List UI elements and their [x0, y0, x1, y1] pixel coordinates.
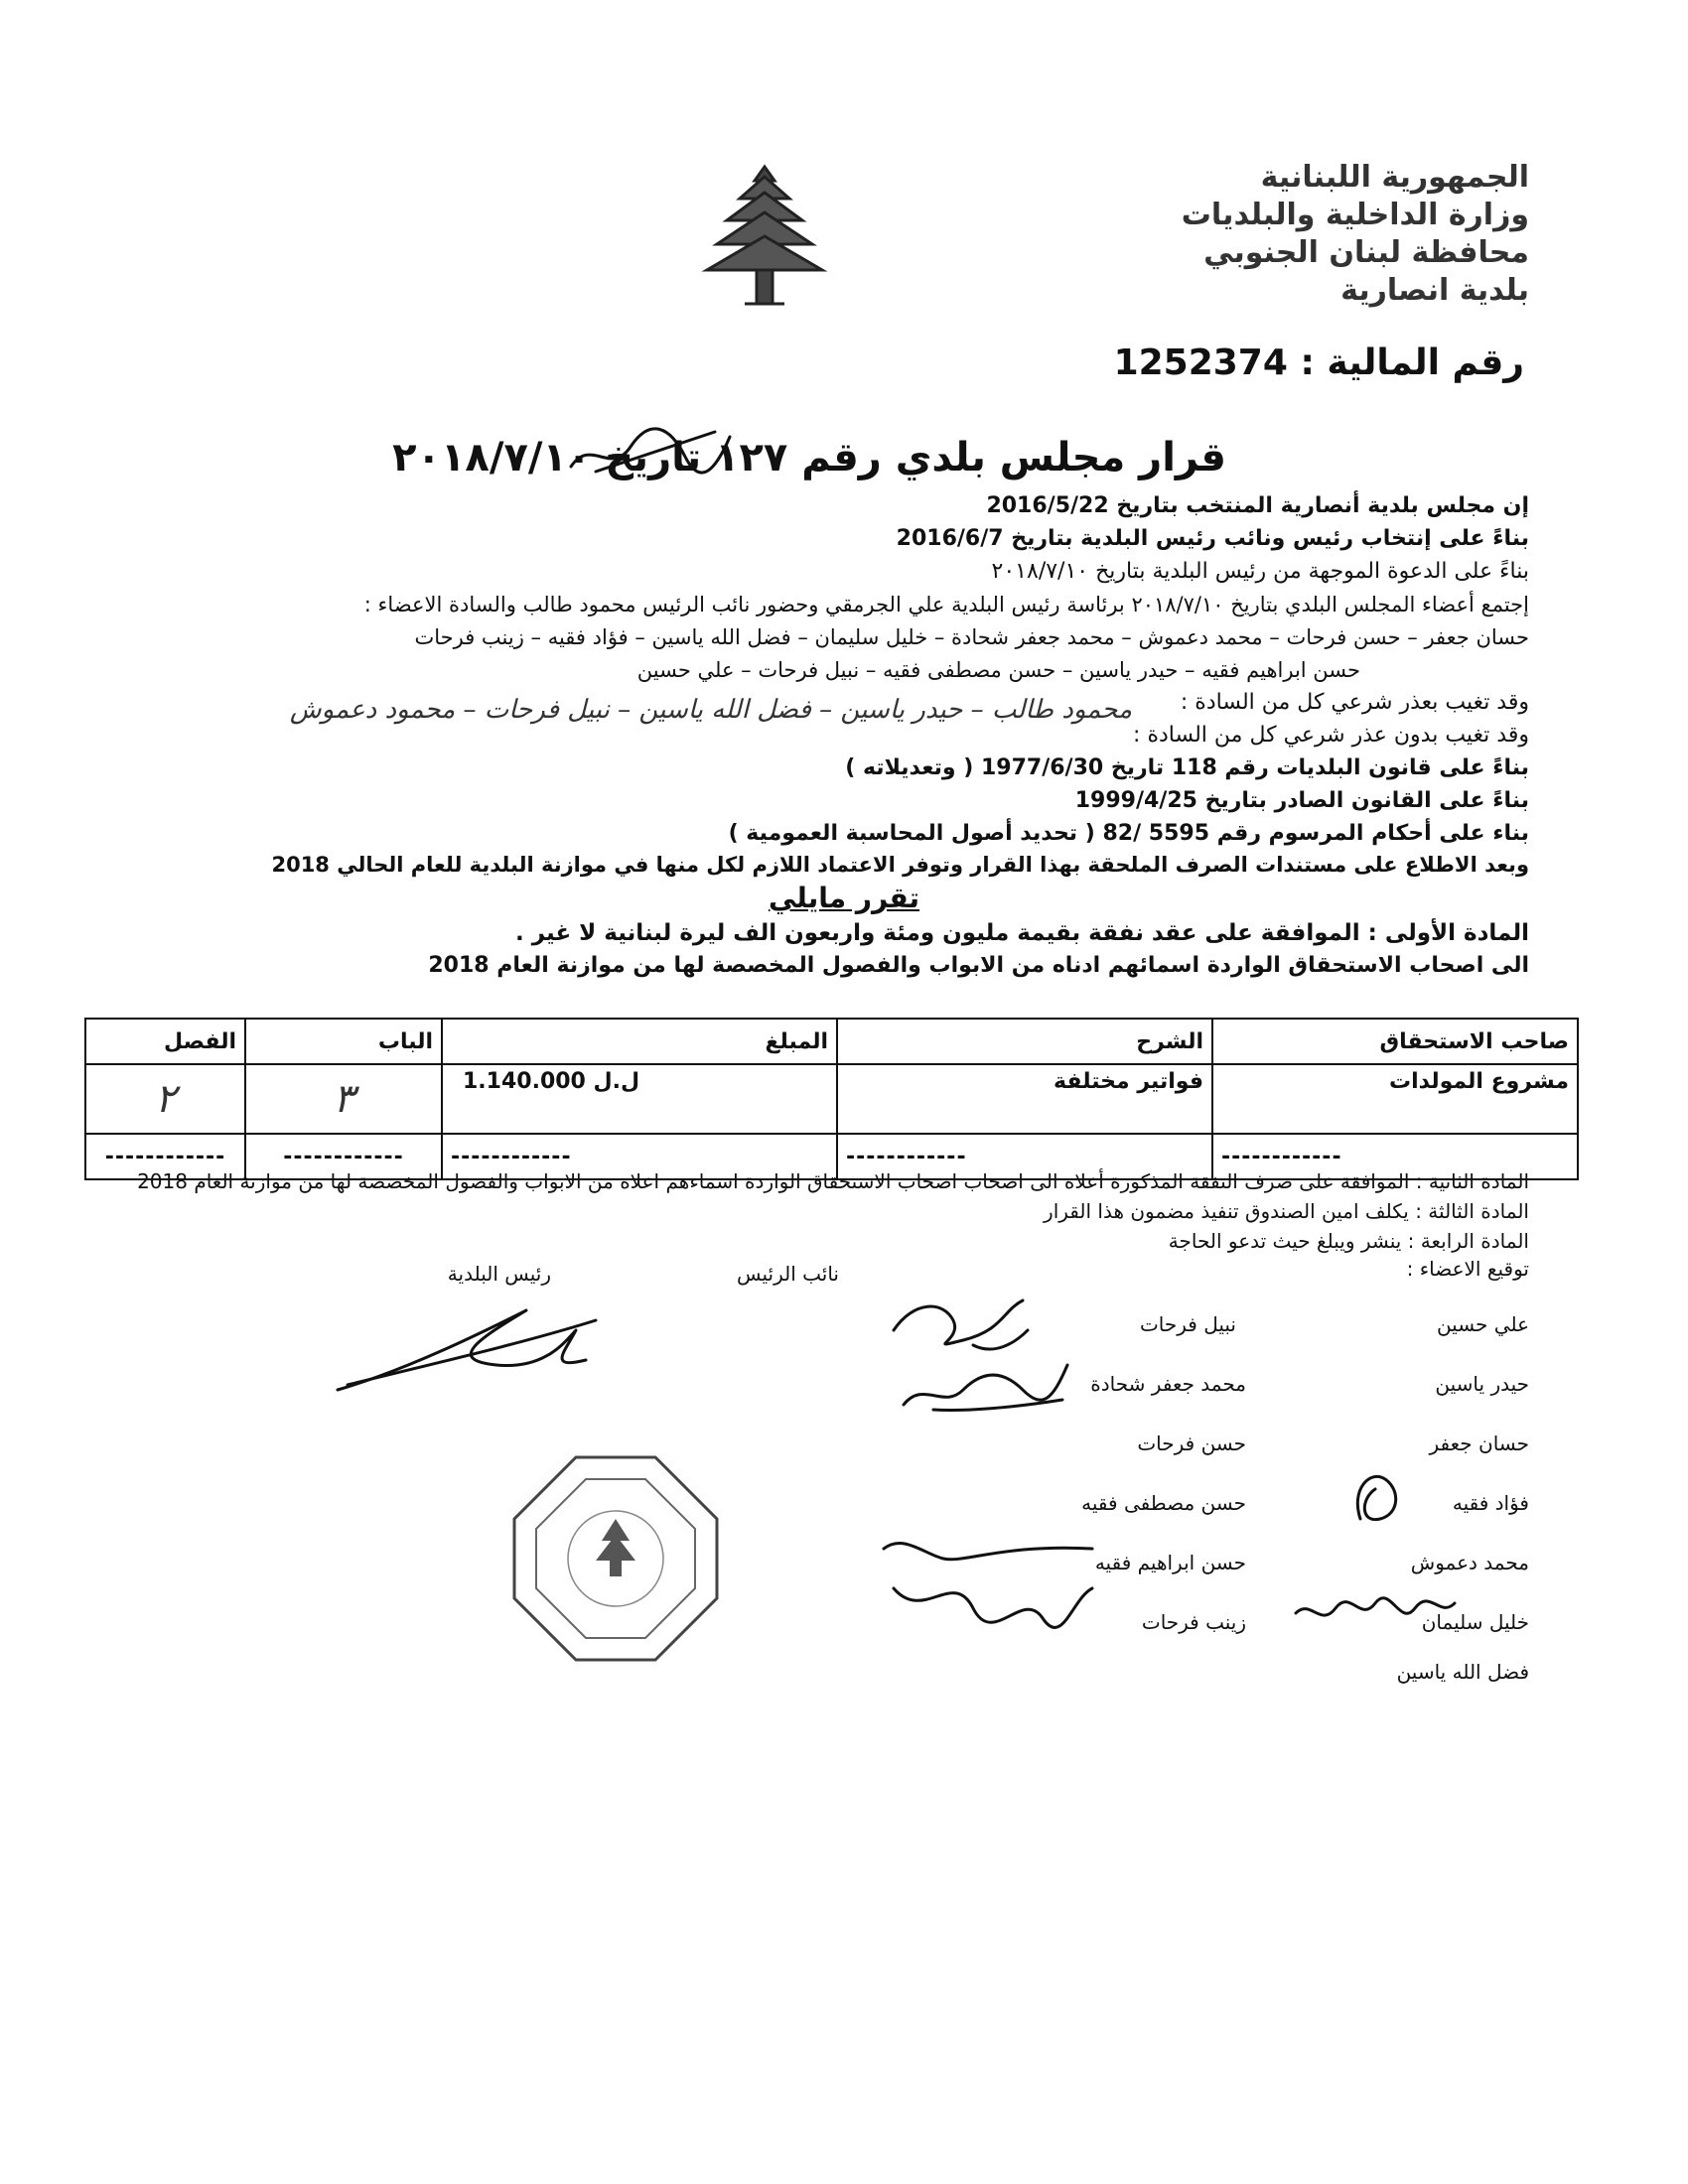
- cell-dash: ------------: [1212, 1134, 1578, 1179]
- body-line-5: حسان جعفر – حسن فرحات – محمد دعموش – محمد جعفر شحادة – خليل سليمان – فضل الله ياسين – فؤاد فقيه – زينب فرحات: [414, 625, 1529, 649]
- body-line-12: وبعد الاطلاع على مستندات الصرف الملحقة بهذا القرار وتوفر الاعتماد اللازم لكل منها في موازنة البلدية للعام الحالي 2018: [271, 853, 1529, 877]
- header-municipality: بلدية انصارية: [1340, 273, 1529, 308]
- article-1-continued: الى اصحاب الاستحقاق الواردة اسمائهم ادناه من الابواب والفصول المخصصة لها من موازنة العام 2018: [428, 953, 1529, 978]
- cell-dash: ------------: [442, 1134, 837, 1179]
- member-name: حسن مصطفى فقيه: [1081, 1491, 1246, 1515]
- member-signature: [1291, 1588, 1460, 1638]
- financial-number-label: رقم المالية :: [1300, 342, 1524, 383]
- member-signature: [894, 1350, 1072, 1420]
- cell-description: فواتير مختلفة: [837, 1064, 1212, 1134]
- col-chapter: الباب: [245, 1019, 442, 1064]
- col-description: الشرح: [837, 1019, 1212, 1064]
- member-name: خليل سليمان: [1421, 1610, 1529, 1634]
- absent-names-handwritten: محمود طالب – حيدر ياسين – فضل الله ياسين – نبيل فرحات – محمود دعموش: [289, 695, 1132, 725]
- member-name: حيدر ياسين: [1435, 1372, 1529, 1396]
- article-3: المادة الثالثة : يكلف امين الصندوق تنفيذ مضمون هذا القرار: [1044, 1199, 1529, 1223]
- member-name: زينب فرحات: [1141, 1610, 1246, 1634]
- member-name: علي حسين: [1436, 1312, 1529, 1336]
- article-2: المادة الثانية : الموافقة على صرف النفقة المذكورة أعلاه الى اصحاب اصحاب الاستحقاق الواردة اسماءهم اعلاه من الابواب والفصول المخصصة لها من موازنة العام 2018: [137, 1169, 1529, 1193]
- member-name: فؤاد فقيه: [1452, 1491, 1529, 1515]
- body-line-4: إجتمع أعضاء المجلس البلدي بتاريخ ٢٠١٨/٧/١٠ برئاسة رئيس البلدية علي الجرمقي وحضور نائب الرئيس محمود طالب والسادة الاعضاء :: [363, 593, 1529, 616]
- cedar-emblem-icon: [685, 159, 844, 318]
- col-beneficiary: صاحب الاستحقاق: [1212, 1019, 1578, 1064]
- member-signature: [1340, 1459, 1420, 1539]
- header-ministry: وزارة الداخلية والبلديات: [1181, 198, 1529, 232]
- handwritten-date-scribble: [566, 417, 735, 486]
- table-row: [85, 1064, 1578, 1134]
- cell-section: ٢: [85, 1064, 245, 1134]
- cell-dash: ------------: [837, 1134, 1212, 1179]
- member-name: حسن فرحات: [1137, 1432, 1246, 1455]
- body-line-8: وقد تغيب بدون عذر شرعي كل من السادة :: [1133, 723, 1529, 748]
- body-line-11: بناء على أحكام المرسوم رقم 5595 /82 ( تحديد أصول المحاسبة العمومية ): [728, 821, 1529, 846]
- cell-amount: 1.140.000 ل.ل: [442, 1064, 837, 1134]
- president-signature: [328, 1291, 606, 1410]
- entitlement-table: [84, 1018, 1579, 1180]
- article-1: المادة الأولى : الموافقة على عقد نفقة بقيمة مليون ومئة واربعون الف ليرة لبنانية لا غير .: [515, 920, 1529, 946]
- municipal-stamp-icon: [506, 1449, 725, 1668]
- member-name: فضل الله ياسين: [1396, 1660, 1529, 1684]
- table-header-row: [85, 1019, 1578, 1064]
- member-name: نبيل فرحات: [1139, 1312, 1236, 1336]
- body-line-2: بناءً على إنتخاب رئيس ونائب رئيس البلدية بتاريخ 2016/6/7: [896, 526, 1529, 551]
- article-4: المادة الرابعة : ينشر ويبلغ حيث تدعو الحاجة: [1168, 1229, 1529, 1253]
- body-line-3: بناءً على الدعوة الموجهة من رئيس البلدية بتاريخ ٢٠١٨/٧/١٠: [991, 559, 1529, 584]
- signatures-label: توقيع الاعضاء :: [1406, 1257, 1529, 1281]
- body-line-7: وقد تغيب بعذر شرعي كل من السادة :: [1180, 690, 1529, 715]
- col-amount: المبلغ: [442, 1019, 837, 1064]
- body-line-9: بناءً على قانون البلديات رقم 118 تاريخ 1977/6/30 ( وتعديلاته ): [845, 755, 1529, 780]
- cell-beneficiary: مشروع المولدات: [1212, 1064, 1578, 1134]
- decision-title: قرار مجلس بلدي رقم ١٢٧ تاريخ ٢٠١٨/٧/١٠: [392, 435, 1226, 480]
- cell-dash: ------------: [85, 1134, 245, 1179]
- decision-heading: تقرر مايلي: [768, 882, 920, 914]
- header-governorate: محافظة لبنان الجنوبي: [1203, 235, 1529, 270]
- vice-president-label: نائب الرئيس: [736, 1262, 839, 1286]
- body-line-6: حسن ابراهيم فقيه – حيدر ياسين – حسن مصطفى فقيه – نبيل فرحات – علي حسين: [636, 658, 1360, 682]
- member-name: محمد دعموش: [1410, 1551, 1529, 1574]
- financial-number: [1114, 342, 1524, 383]
- col-section: الفصل: [85, 1019, 245, 1064]
- body-line-10: بناءً على القانون الصادر بتاريخ 1999/4/25: [1074, 788, 1529, 813]
- member-name: محمد جعفر شحادة: [1090, 1372, 1246, 1396]
- header-republic: الجمهورية اللبنانية: [1260, 160, 1529, 195]
- body-line-1: إن مجلس بلدية أنصارية المنتخب بتاريخ 2016/5/22: [986, 493, 1529, 518]
- member-name: حسن ابراهيم فقيه: [1094, 1551, 1246, 1574]
- member-signature: [864, 1529, 1102, 1638]
- president-label: رئيس البلدية: [447, 1262, 551, 1286]
- financial-number-value: 1252374: [1113, 342, 1288, 383]
- member-name: حسان جعفر: [1429, 1432, 1529, 1455]
- cell-dash: ------------: [245, 1134, 442, 1179]
- cell-chapter: ٣: [245, 1064, 442, 1134]
